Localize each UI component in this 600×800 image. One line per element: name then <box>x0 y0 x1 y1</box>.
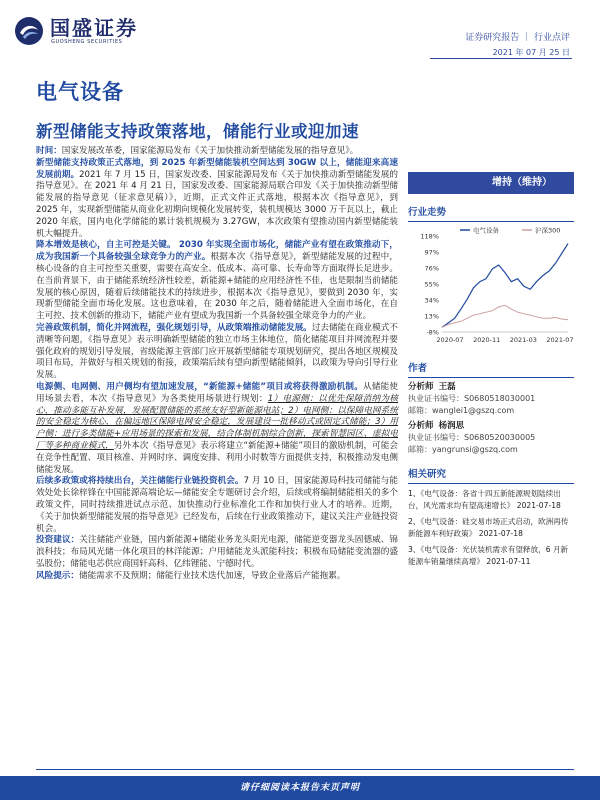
y-tick-label: 13% <box>424 312 439 321</box>
related-item[interactable]: 1、《电气设备：各省十四五新能源规划陆续出台，风光需求均有望高速增长》 2021-07-18 <box>408 489 561 510</box>
y-tick-label: 97% <box>424 248 439 257</box>
series-line-electrical <box>442 244 568 328</box>
related-item[interactable]: 3、《电气设备：光伏装机需求有望释放，6 月新能源车销量继续高增》 2021-07-11 <box>408 545 569 566</box>
logo-cn-text: 国盛证券 <box>50 16 138 40</box>
paragraph-risk: 风险提示：储能需求不及预期；储能行业技术迭代加速，导致企业落后产能拖累。 <box>36 570 346 581</box>
related-title: 相关研究 <box>408 466 574 484</box>
paragraph-investment: 投资建议：关注储能产业链，国内新能源+储能业务龙头阳光电源，储能逆变器龙头固德威、锦浪科技；布局风光储一体化项目的林洋能源；户用储能龙头派能科技；积极布局储能变流器的盛弘股份；储能电芯供应商国轩高科、亿纬锂能、宁德时代。 <box>36 535 398 569</box>
footer-disclaimer: 请仔细阅读本报告末页声明 <box>0 776 600 800</box>
report-date: 2021 年 07 月 25 日 <box>492 48 570 57</box>
related-item[interactable]: 2、《电气设备：硅交易市场正式启动，欧洲再传新能源车利好政策》 2021-07-18 <box>408 517 569 538</box>
analyst-title: 作者 <box>408 360 574 378</box>
y-tick-label: -8% <box>426 328 439 337</box>
industry-title: 电气设备 <box>36 80 124 104</box>
report-body <box>36 146 398 582</box>
paragraph-cost: 降本增效是核心，自主可控是关键。 2030 年实现全面市场化，储能产业有望在政策推动下，成为我国新一个具备较强全球竞争力的产业。根据本次《指导意见》，新型储能发展的过程中，核心设备的自主可控至关重要，需要在高安全、低成本、高可靠、长寿命等方面取得长足进步。在当前背景下，由于储能系统经济性较差，新能源+储能的应用经济性不佳，也是限制当前储能发展的核心原因，随着后续储能技术的持续进步，根据本次《指导意见》，要做到 2030 年，实现新型储能全面市场化发展。这也意味着，在 2030 年之后，随着储能进入全面市场化，在自主可控、技术创新的推动下，储能产业有望成为我国新一个具备较强全球竞争力的产业。 <box>36 240 398 322</box>
x-tick-label: 2021-03 <box>509 336 537 344</box>
company-logo <box>14 16 138 46</box>
paragraph-mechanism: 完善政策机制，简化并网流程，强化规划引导，从政策端推动储能发展。过去储能在商业模式不清晰等问题，《指导意见》表示明确新型储能的独立市场主体地位，简化储能项目并网流程并要强化政府的规划引导发展，省级能源主管部门应开展新型储能专项规划研究，提出各地区规模及项目布局，并做好与相关规划的衔接，政策端后续有望向新型储能倾斜，以政策为导向引导行业发展。 <box>36 322 398 381</box>
logo-en-text: GUOSHENG SECURITIES <box>51 39 123 45</box>
trend-chart-svg <box>408 222 574 350</box>
related-list <box>408 488 574 568</box>
paragraph-time: 时间：国家发展改革委，国家能源局发布《关于加快推动新型储能发展的指导意见》。 <box>36 146 359 156</box>
analyst-2: 分析师 杨润思 执业证书编号：S0680520030005 邮箱：yangrunsi@gszq.com <box>408 420 574 456</box>
trend-title: 行业走势 <box>408 204 574 222</box>
report-headline: 新型储能支持政策落地，储能行业或迎加速 <box>36 122 359 141</box>
x-tick-label: 2020-11 <box>473 336 501 344</box>
legend-label: 电气设备 <box>473 226 499 235</box>
x-tick-label: 2020-07 <box>436 336 464 344</box>
y-tick-label: 34% <box>424 296 439 305</box>
analyst-1: 分析师 王磊 执业证书编号：S0680518030001 邮箱：wanglei1@gszq.com <box>408 381 574 417</box>
paragraph-outlook: 后续多政策或将持续出台，关注储能行业链投资机会。7 月 10 日，国家能源局科技司储能与能效处处长徐梓锋在中国能源高端论坛—储能安全专题研讨会介绍，后续或将编制储能相关的多个政策文件，同时持续推进试点示范、加快推动行业标准化工作和加快行业人才的培养。近期，《关于加快新型储能发展的指导意见》已经发布，后续在行业政策推动下，建议关注产业链投资机会。 <box>36 476 398 534</box>
analyst-2-email[interactable]: 邮箱：yangrunsi@gszq.com <box>408 445 518 454</box>
x-tick-label: 2021-07 <box>546 336 574 344</box>
sidebar <box>408 172 574 568</box>
trend-chart <box>408 222 574 350</box>
header-divider <box>430 58 572 59</box>
report-header <box>0 0 600 60</box>
legend-label: 沪深300 <box>535 226 561 235</box>
y-tick-label: 55% <box>424 280 439 289</box>
footer-divider <box>36 769 574 770</box>
y-tick-label: 76% <box>424 264 439 273</box>
logo-mark-icon <box>14 16 44 46</box>
paragraph-policy: 新型储能支持政策正式落地，到 2025 年新型储能装机空间达到 30GW 以上，储能迎来高速发展前期。2021 年 7 月 15 日，国家发改委、国家能源局发布《关于加快推动新型储能发展的指导意见》。在 2021 年 4 月 21 日，国家发改委、国家能源局联合印发《关于加快推动新型储能发展的指导意见（征求意见稿）》，近期，正式文件正式落地，根据本次《指导意见》，到 2025 年，实现新型储能从商业化初期向规模化发展转变，装机规模达 3000 万千瓦以上，截止 2020 年底，国内电化学储能的累计装机规模为 3.27GW，本次政策有望推动国内新型储能装机大幅提升。 <box>36 157 398 239</box>
analyst-block <box>408 381 574 456</box>
paragraph-scenarios: 电源侧、电网侧、用户侧均有望加速发展，“新能源+储能”项目或将获得激励机制。从储能使用场景去看，本次《指导意见》为各类使用场景进行规划：1）电源侧：以优先保障消纳为核心，推动多能互补发展，发展配置储能的系统友好型新能源电站；2）电网侧：以保障电网系统的安全稳定为核心，在偏远地区保障电网安全稳定，发展建设一批移动式或固定式储能；3）用户侧：进行多类储能+应用场景的探索和发展，结合体制机制综合创新，探索智慧园区、虚拟电厂等多种商业模式，另外本次《指导意见》表示将建立“新能源+储能”项目的激励机制，可能会在竞争性配置、项目核准、并网时序、调度安排、利用小时数等方面提供支持，积极推动发电侧储能发展。 <box>36 381 398 475</box>
report-type: 证券研究报告 ｜ 行业点评 <box>465 33 570 43</box>
y-tick-label: 118% <box>420 232 439 241</box>
rating-badge: 增持（维持） <box>408 172 574 194</box>
analyst-1-email[interactable]: 邮箱：wanglei1@gszq.com <box>408 406 515 415</box>
